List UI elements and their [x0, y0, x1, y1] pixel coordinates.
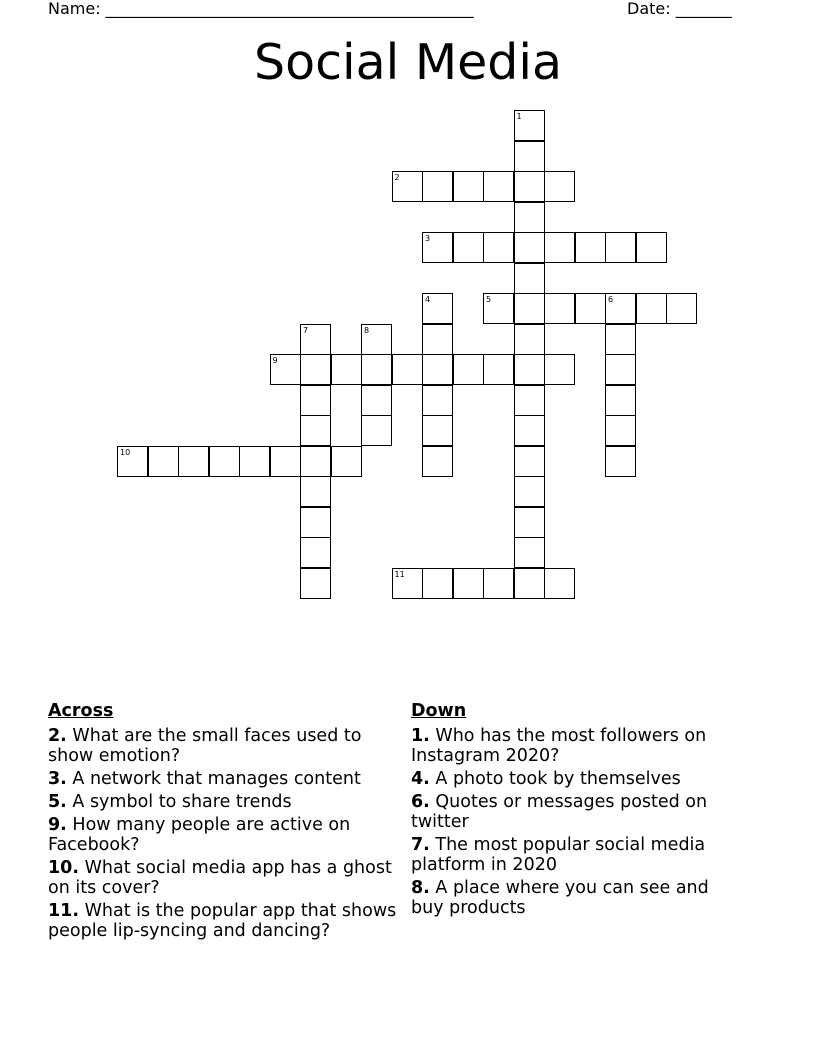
down-clue-6	[411, 792, 741, 832]
crossword-cell[interactable]	[605, 446, 636, 477]
crossword-cell[interactable]	[514, 141, 545, 172]
crossword-cell[interactable]	[361, 324, 392, 355]
crossword-cell[interactable]	[636, 232, 667, 263]
crossword-cell[interactable]	[514, 171, 545, 202]
crossword-cell[interactable]	[361, 354, 392, 385]
clue-text: What are the small faces used to show emotion?	[48, 726, 362, 766]
crossword-cell[interactable]	[605, 354, 636, 385]
clue-text: A symbol to share trends	[72, 792, 292, 812]
clue-text: The most popular social media platform in 2020	[411, 835, 706, 875]
crossword-cell[interactable]	[178, 446, 209, 477]
crossword-cell[interactable]	[666, 293, 697, 324]
clue-number-label: 11	[394, 569, 405, 579]
crossword-cell[interactable]	[270, 446, 301, 477]
crossword-cell[interactable]	[422, 354, 453, 385]
crossword-cell[interactable]	[300, 568, 331, 599]
crossword-cell[interactable]	[392, 354, 423, 385]
crossword-cell[interactable]	[514, 293, 545, 324]
across-clue-10	[48, 858, 403, 898]
crossword-cell[interactable]	[575, 232, 606, 263]
crossword-cell[interactable]	[392, 568, 423, 599]
crossword-cell[interactable]	[422, 293, 453, 324]
crossword-cell[interactable]	[483, 293, 514, 324]
clue-number-label: 7	[303, 325, 309, 335]
clue-number: 11.	[48, 901, 80, 921]
crossword-cell[interactable]	[605, 232, 636, 263]
crossword-cell[interactable]	[422, 568, 453, 599]
crossword-cell[interactable]	[514, 232, 545, 263]
crossword-cell[interactable]	[300, 507, 331, 538]
page-title: Social Media	[253, 34, 563, 91]
crossword-cell[interactable]	[514, 507, 545, 538]
name-field-line: Name: ______________________________________________	[48, 0, 474, 18]
crossword-cell[interactable]	[453, 568, 484, 599]
down-heading: Down	[411, 701, 467, 721]
crossword-cell[interactable]	[605, 293, 636, 324]
crossword-cell[interactable]	[300, 324, 331, 355]
crossword-cell[interactable]	[300, 476, 331, 507]
crossword-cell[interactable]	[453, 171, 484, 202]
date-field-line: Date: _______	[627, 0, 732, 18]
crossword-cell[interactable]	[361, 415, 392, 446]
clue-number-label: 5	[486, 295, 492, 304]
crossword-cell[interactable]	[605, 324, 636, 355]
clue-number: 5.	[48, 792, 67, 812]
clue-text: Quotes or messages posted on twitter	[411, 792, 708, 832]
crossword-cell[interactable]	[361, 385, 392, 416]
crossword-cell[interactable]	[300, 446, 331, 477]
crossword-cell[interactable]	[483, 568, 514, 599]
crossword-cell[interactable]	[422, 232, 453, 263]
crossword-cell[interactable]	[544, 568, 575, 599]
crossword-cell[interactable]	[514, 476, 545, 507]
across-heading: Across	[48, 701, 114, 721]
down-clue-4	[411, 769, 741, 789]
crossword-cell[interactable]	[483, 354, 514, 385]
clue-number-label: 3	[425, 234, 431, 243]
crossword-cell[interactable]	[483, 171, 514, 202]
crossword-cell[interactable]	[148, 446, 179, 477]
clue-number-label: 6	[608, 295, 614, 304]
clue-text: What is the popular app that shows people lip-syncing and dancing?	[48, 901, 397, 941]
clue-number: 8.	[411, 878, 430, 898]
crossword-cell[interactable]	[514, 446, 545, 477]
across-clue-3	[48, 769, 403, 789]
crossword-cell[interactable]	[422, 446, 453, 477]
clue-number: 7.	[411, 835, 430, 855]
clue-number: 2.	[48, 726, 67, 746]
clue-number-label: 2	[394, 173, 400, 182]
clue-number: 9.	[48, 815, 67, 835]
crossword-cell[interactable]	[514, 354, 545, 385]
crossword-cell[interactable]	[300, 415, 331, 446]
down-clues	[411, 701, 741, 921]
crossword-cell[interactable]	[422, 324, 453, 355]
crossword-cell[interactable]	[575, 293, 606, 324]
down-clue-7	[411, 835, 741, 875]
crossword-cell[interactable]	[514, 263, 545, 294]
crossword-cell[interactable]	[483, 232, 514, 263]
clue-text: What social media app has a ghost on its cover?	[48, 858, 392, 898]
crossword-cell[interactable]	[514, 202, 545, 233]
crossword-cell[interactable]	[544, 293, 575, 324]
clue-number: 1.	[411, 726, 430, 746]
crossword-cell[interactable]	[453, 232, 484, 263]
down-clue-1	[411, 726, 741, 766]
clue-text: Who has the most followers on Instagram 2020?	[411, 726, 707, 766]
crossword-cell[interactable]	[209, 446, 240, 477]
crossword-cell[interactable]	[544, 171, 575, 202]
crossword-cell[interactable]	[605, 415, 636, 446]
clue-text: How many people are active on Facebook?	[48, 815, 351, 855]
clue-number-label: 8	[364, 325, 370, 335]
clue-number-label: 1	[516, 112, 522, 121]
crossword-cell[interactable]	[300, 537, 331, 568]
across-clue-2	[48, 726, 403, 766]
clue-text: A network that manages content	[72, 769, 361, 789]
clue-number: 3.	[48, 769, 67, 789]
crossword-cell[interactable]	[422, 385, 453, 416]
crossword-cell[interactable]	[270, 354, 301, 385]
crossword-cell[interactable]	[514, 324, 545, 355]
crossword-cell[interactable]	[422, 415, 453, 446]
clue-number: 6.	[411, 792, 430, 812]
crossword-cell[interactable]	[636, 293, 667, 324]
crossword-cell[interactable]	[514, 415, 545, 446]
crossword-cell[interactable]	[239, 446, 270, 477]
down-clue-8	[411, 878, 741, 918]
crossword-cell[interactable]	[300, 385, 331, 416]
clue-number-label: 9	[272, 356, 278, 365]
across-clues	[48, 701, 403, 944]
clue-text: A photo took by themselves	[435, 769, 681, 789]
across-clue-5	[48, 792, 403, 812]
across-clue-11	[48, 901, 403, 941]
crossword-cell[interactable]	[300, 354, 331, 385]
crossword-cell[interactable]	[331, 354, 362, 385]
crossword-cell[interactable]	[544, 232, 575, 263]
clue-text: A place where you can see and buy products	[411, 878, 709, 918]
clue-number: 10.	[48, 858, 80, 878]
crossword-cell[interactable]	[331, 446, 362, 477]
crossword-cell[interactable]	[605, 385, 636, 416]
across-clue-9	[48, 815, 403, 855]
crossword-cell[interactable]	[392, 171, 423, 202]
crossword-cell[interactable]	[422, 171, 453, 202]
crossword-cell[interactable]	[544, 354, 575, 385]
crossword-cell[interactable]	[117, 446, 148, 477]
clue-number-label: 4	[425, 295, 431, 304]
clue-number: 4.	[411, 769, 430, 789]
crossword-cell[interactable]	[453, 354, 484, 385]
clue-number-label: 10	[120, 447, 131, 457]
crossword-cell[interactable]	[514, 537, 545, 568]
crossword-cell[interactable]	[514, 385, 545, 416]
crossword-cell[interactable]	[514, 568, 545, 599]
crossword-cell[interactable]	[514, 110, 545, 141]
